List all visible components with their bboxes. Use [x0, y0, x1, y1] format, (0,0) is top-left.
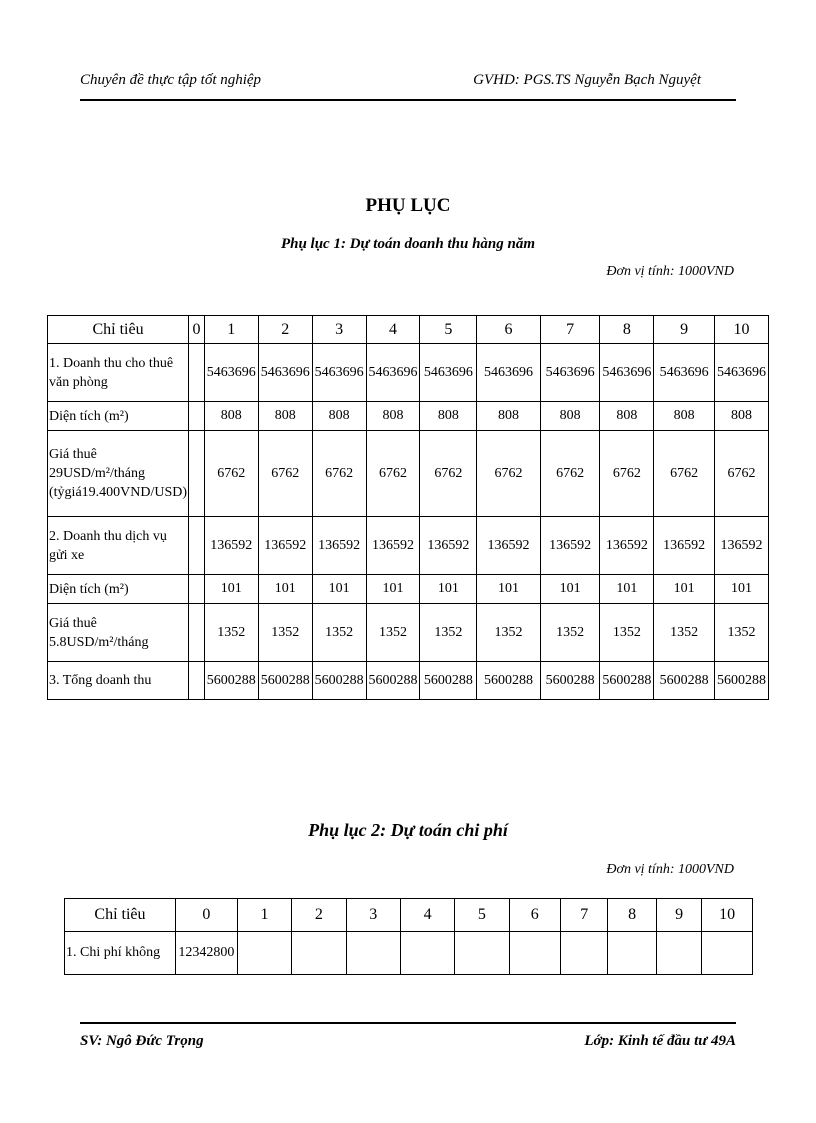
- cell-value: 5600288: [477, 662, 541, 700]
- cell-value: 808: [654, 402, 715, 431]
- cost-table: [64, 898, 753, 975]
- cell-value: 5600288: [312, 662, 366, 700]
- cell-value: [560, 932, 607, 975]
- cell-value: [237, 932, 291, 975]
- cell-value: 1352: [654, 604, 715, 662]
- row-label: 3. Tổng doanh thu: [48, 662, 189, 700]
- cell-value: 5463696: [312, 344, 366, 402]
- cell-value: 5600288: [258, 662, 312, 700]
- header-left-text: Chuyên đề thực tập tốt nghiệp: [80, 72, 262, 88]
- column-header-year: 3: [346, 899, 400, 932]
- cell-value: 808: [366, 402, 420, 431]
- column-header-year: 6: [509, 899, 560, 932]
- cell-value: 1352: [366, 604, 420, 662]
- cell-value: 136592: [312, 517, 366, 575]
- column-header-label: Chỉ tiêu: [65, 899, 176, 932]
- cell-value: 808: [477, 402, 541, 431]
- footer-left-text: SV: Ngô Đức Trọng: [80, 1033, 204, 1049]
- cell-value: 1352: [312, 604, 366, 662]
- header-rule: [80, 99, 736, 101]
- cell-value: 136592: [366, 517, 420, 575]
- cell-value: 1352: [258, 604, 312, 662]
- cell-value: [189, 517, 205, 575]
- table-row: [48, 575, 769, 604]
- table-row: [48, 604, 769, 662]
- row-label: Giá thuê 29USD/m²/tháng (tỷgiá19.400VND/USD): [48, 431, 189, 517]
- cell-value: 808: [258, 402, 312, 431]
- footer-right-text: Lớp: Kinh tế đầu tư 49A: [584, 1033, 736, 1049]
- column-header-year: 2: [258, 316, 312, 344]
- cell-value: [509, 932, 560, 975]
- revenue-table: [47, 315, 769, 700]
- cell-value: 808: [600, 402, 654, 431]
- cell-value: 6762: [477, 431, 541, 517]
- appendix2-subtitle: Phụ lục 2: Dự toán chi phí: [308, 820, 508, 840]
- cell-value: 6762: [714, 431, 768, 517]
- cell-value: 101: [366, 575, 420, 604]
- cell-value: [189, 402, 205, 431]
- cell-value: 5463696: [366, 344, 420, 402]
- cell-value: 1352: [540, 604, 600, 662]
- cell-value: 1352: [477, 604, 541, 662]
- cell-value: 101: [654, 575, 715, 604]
- cell-value: 136592: [714, 517, 768, 575]
- cell-value: 5600288: [600, 662, 654, 700]
- cell-value: [189, 431, 205, 517]
- cell-value: 808: [420, 402, 477, 431]
- cell-value: 136592: [258, 517, 312, 575]
- appendix1-subtitle: Phụ lục 1: Dự toán doanh thu hàng năm: [280, 236, 536, 252]
- page-title: PHỤ LỤC: [365, 195, 451, 216]
- cell-value: 5600288: [540, 662, 600, 700]
- footer-rule: [80, 1022, 736, 1024]
- table-header-row: [48, 316, 769, 344]
- cell-value: 6762: [366, 431, 420, 517]
- cell-value: 5600288: [204, 662, 258, 700]
- cell-value: 5463696: [714, 344, 768, 402]
- column-header-year: 5: [455, 899, 509, 932]
- column-header-year: 8: [608, 899, 656, 932]
- column-header-year: 2: [292, 899, 346, 932]
- cell-value: 12342800: [175, 932, 237, 975]
- column-header-label: Chỉ tiêu: [48, 316, 189, 344]
- cell-value: [455, 932, 509, 975]
- cell-value: 6762: [600, 431, 654, 517]
- column-header-year: 0: [189, 316, 205, 344]
- cell-value: 5463696: [477, 344, 541, 402]
- cell-value: [400, 932, 454, 975]
- cell-value: 101: [420, 575, 477, 604]
- column-header-year: 8: [600, 316, 654, 344]
- cell-value: 5463696: [420, 344, 477, 402]
- cell-value: [189, 662, 205, 700]
- column-header-year: 6: [477, 316, 541, 344]
- table-header-row: [65, 899, 753, 932]
- cell-value: [656, 932, 701, 975]
- table-row: [48, 431, 769, 517]
- cell-value: 5600288: [714, 662, 768, 700]
- cell-value: 1352: [420, 604, 477, 662]
- cell-value: 101: [204, 575, 258, 604]
- cell-value: 1352: [600, 604, 654, 662]
- column-header-year: 9: [656, 899, 701, 932]
- cell-value: 101: [540, 575, 600, 604]
- row-label: Giá thuê 5.8USD/m²/tháng: [48, 604, 189, 662]
- appendix2-unit: Đơn vị tính: 1000VND: [606, 862, 734, 877]
- table-row: [48, 344, 769, 402]
- cell-value: 136592: [654, 517, 715, 575]
- column-header-year: 9: [654, 316, 715, 344]
- row-label: 1. Doanh thu cho thuê văn phòng: [48, 344, 189, 402]
- cell-value: 101: [477, 575, 541, 604]
- cell-value: [346, 932, 400, 975]
- cell-value: 808: [204, 402, 258, 431]
- cell-value: 101: [714, 575, 768, 604]
- cell-value: 5463696: [600, 344, 654, 402]
- cell-value: 6762: [420, 431, 477, 517]
- cell-value: 808: [312, 402, 366, 431]
- cell-value: [292, 932, 346, 975]
- cell-value: [189, 344, 205, 402]
- column-header-year: 7: [560, 899, 607, 932]
- table-row: [48, 662, 769, 700]
- column-header-year: 7: [540, 316, 600, 344]
- cell-value: [608, 932, 656, 975]
- cell-value: 136592: [477, 517, 541, 575]
- cell-value: 6762: [204, 431, 258, 517]
- cell-value: 6762: [312, 431, 366, 517]
- column-header-year: 5: [420, 316, 477, 344]
- column-header-year: 1: [204, 316, 258, 344]
- cell-value: 5600288: [366, 662, 420, 700]
- cell-value: 1352: [204, 604, 258, 662]
- column-header-year: 10: [702, 899, 753, 932]
- cell-value: 6762: [540, 431, 600, 517]
- column-header-year: 0: [175, 899, 237, 932]
- cell-value: 5463696: [258, 344, 312, 402]
- cell-value: 6762: [258, 431, 312, 517]
- cell-value: 136592: [204, 517, 258, 575]
- column-header-year: 3: [312, 316, 366, 344]
- column-header-year: 10: [714, 316, 768, 344]
- cell-value: 136592: [600, 517, 654, 575]
- row-label: 2. Doanh thu dịch vụ gửi xe: [48, 517, 189, 575]
- cell-value: 5463696: [204, 344, 258, 402]
- cell-value: 6762: [654, 431, 715, 517]
- row-label: Diện tích (m²): [48, 575, 189, 604]
- cell-value: 5600288: [420, 662, 477, 700]
- cell-value: 808: [540, 402, 600, 431]
- cell-value: 101: [258, 575, 312, 604]
- cell-value: 5463696: [654, 344, 715, 402]
- cell-value: 1352: [714, 604, 768, 662]
- cell-value: [189, 604, 205, 662]
- table-row: [48, 402, 769, 431]
- column-header-year: 4: [400, 899, 454, 932]
- column-header-year: 4: [366, 316, 420, 344]
- row-label: Diện tích (m²): [48, 402, 189, 431]
- cell-value: 101: [600, 575, 654, 604]
- table-row: [65, 932, 753, 975]
- cell-value: [189, 575, 205, 604]
- header-right-text: GVHD: PGS.TS Nguyễn Bạch Nguyệt: [473, 72, 701, 88]
- cell-value: [702, 932, 753, 975]
- row-label: 1. Chi phí không: [65, 932, 176, 975]
- table-row: [48, 517, 769, 575]
- cell-value: 5600288: [654, 662, 715, 700]
- cell-value: 101: [312, 575, 366, 604]
- cell-value: 808: [714, 402, 768, 431]
- page-header: [80, 72, 736, 98]
- appendix1-unit: Đơn vị tính: 1000VND: [606, 264, 734, 279]
- column-header-year: 1: [237, 899, 291, 932]
- cell-value: 136592: [420, 517, 477, 575]
- cell-value: 5463696: [540, 344, 600, 402]
- cell-value: 136592: [540, 517, 600, 575]
